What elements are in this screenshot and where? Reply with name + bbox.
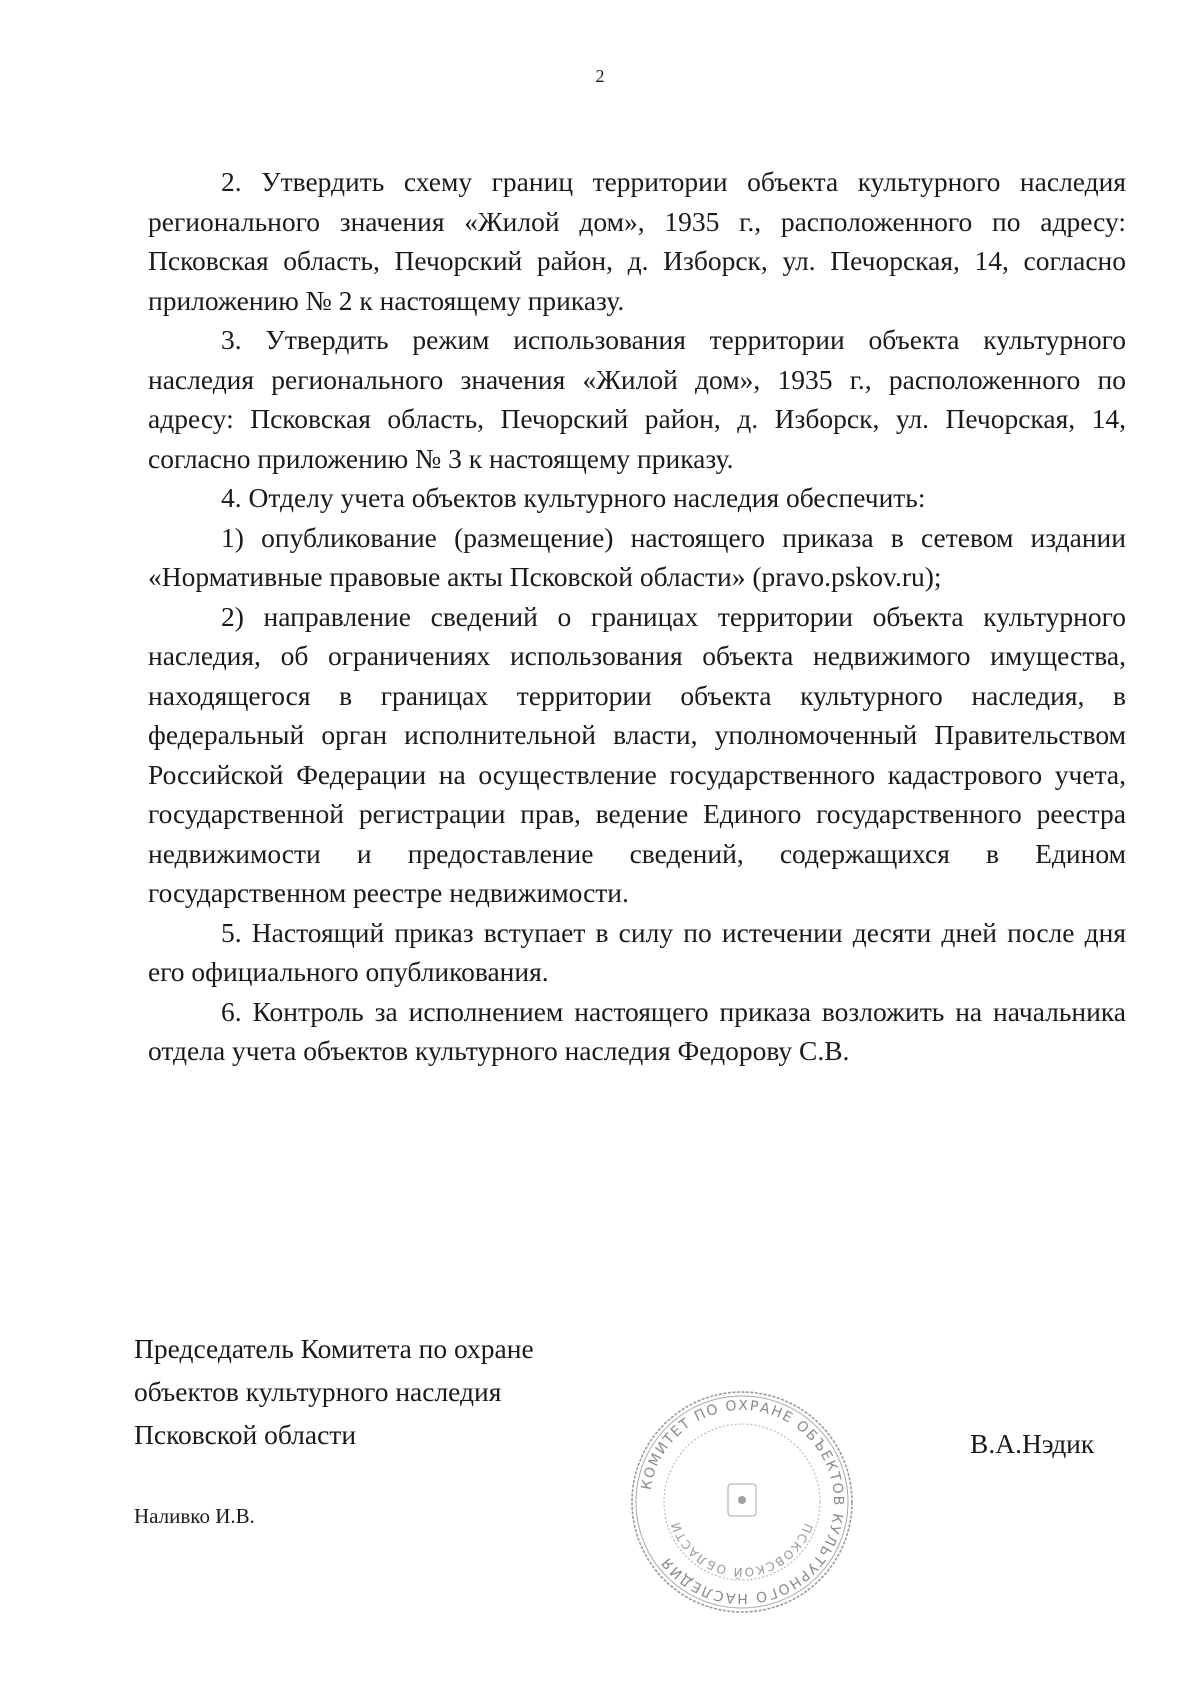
official-seal-stamp bbox=[628, 1388, 856, 1616]
signatory-name: В.А.Нэдик bbox=[970, 1428, 1095, 1459]
paragraph-item-4-1: 1) опубликование (размещение) настоящего приказа в сетевом издании «Нормативные правовые акты Псковской области» (pravo.pskov.ru); bbox=[148, 521, 1126, 592]
paragraph-item-6: 6. Контроль за исполнением настоящего приказа возложить на начальника отдела учета объектов культурного наследия Федорову С.В. bbox=[148, 995, 1126, 1066]
paragraph-item-4: 4. Отделу учета объектов культурного наследия обеспечить: bbox=[221, 482, 926, 513]
executor-name: Наливко И.В. bbox=[134, 1504, 255, 1528]
paragraph-item-4-2: 2) направление сведений о границах территории объекта культурного наследия, об ограничениях использования объекта недвижимого имущества, находящегося в границах территории объекта культурного наследия, в федеральный орган исполнительной власти, уполномоченный Правительством Российской Федерации на осуществление государственного кадастрового учета, государственной регистрации прав, ведение Единого государственного реестра недвижимости и предоставление сведений, содержащихся в Едином государственном реестре недвижимости. bbox=[148, 600, 1126, 908]
paragraph-item-5: 5. Настоящий приказ вступает в силу по истечении десяти дней после дня его официального опубликования. bbox=[148, 916, 1126, 987]
signatory-position-line: Председатель Комитета по охране bbox=[134, 1333, 534, 1364]
signatory-position-line: Псковской области bbox=[134, 1419, 357, 1450]
seal-outer-text: КОМИТЕТ ПО ОХРАНЕ ОБЪЕКТОВ КУЛЬТУРНОГО НАСЛЕДИЯ bbox=[638, 1397, 847, 1607]
seal-center-emblem bbox=[728, 1484, 756, 1516]
page-number: 2 bbox=[595, 66, 605, 86]
signatory-position-line: объектов культурного наследия bbox=[134, 1376, 502, 1407]
seal-inner-text: ПСКОВСКОЙ ОБЛАСТИ bbox=[668, 1519, 816, 1580]
paragraph-item-3: 3. Утвердить режим использования территории объекта культурного наследия регионального значения «Жилой дом», 1935 г., расположенного по адресу: Псковская область, Печорский район, д. Изборск, ул. Печорская, 14, согласно приложению № 3 к настоящему приказу. bbox=[148, 324, 1126, 474]
signatory-position bbox=[134, 1327, 534, 1456]
paragraph-item-2: 2. Утвердить схему границ территории объекта культурного наследия регионального значения «Жилой дом», 1935 г., расположенного по адресу: Псковская область, Печорский район, д. Изборск, ул. Печорская, 14, согласно приложению № 2 к настоящему приказу. bbox=[148, 166, 1126, 316]
order-body bbox=[148, 162, 1126, 1071]
